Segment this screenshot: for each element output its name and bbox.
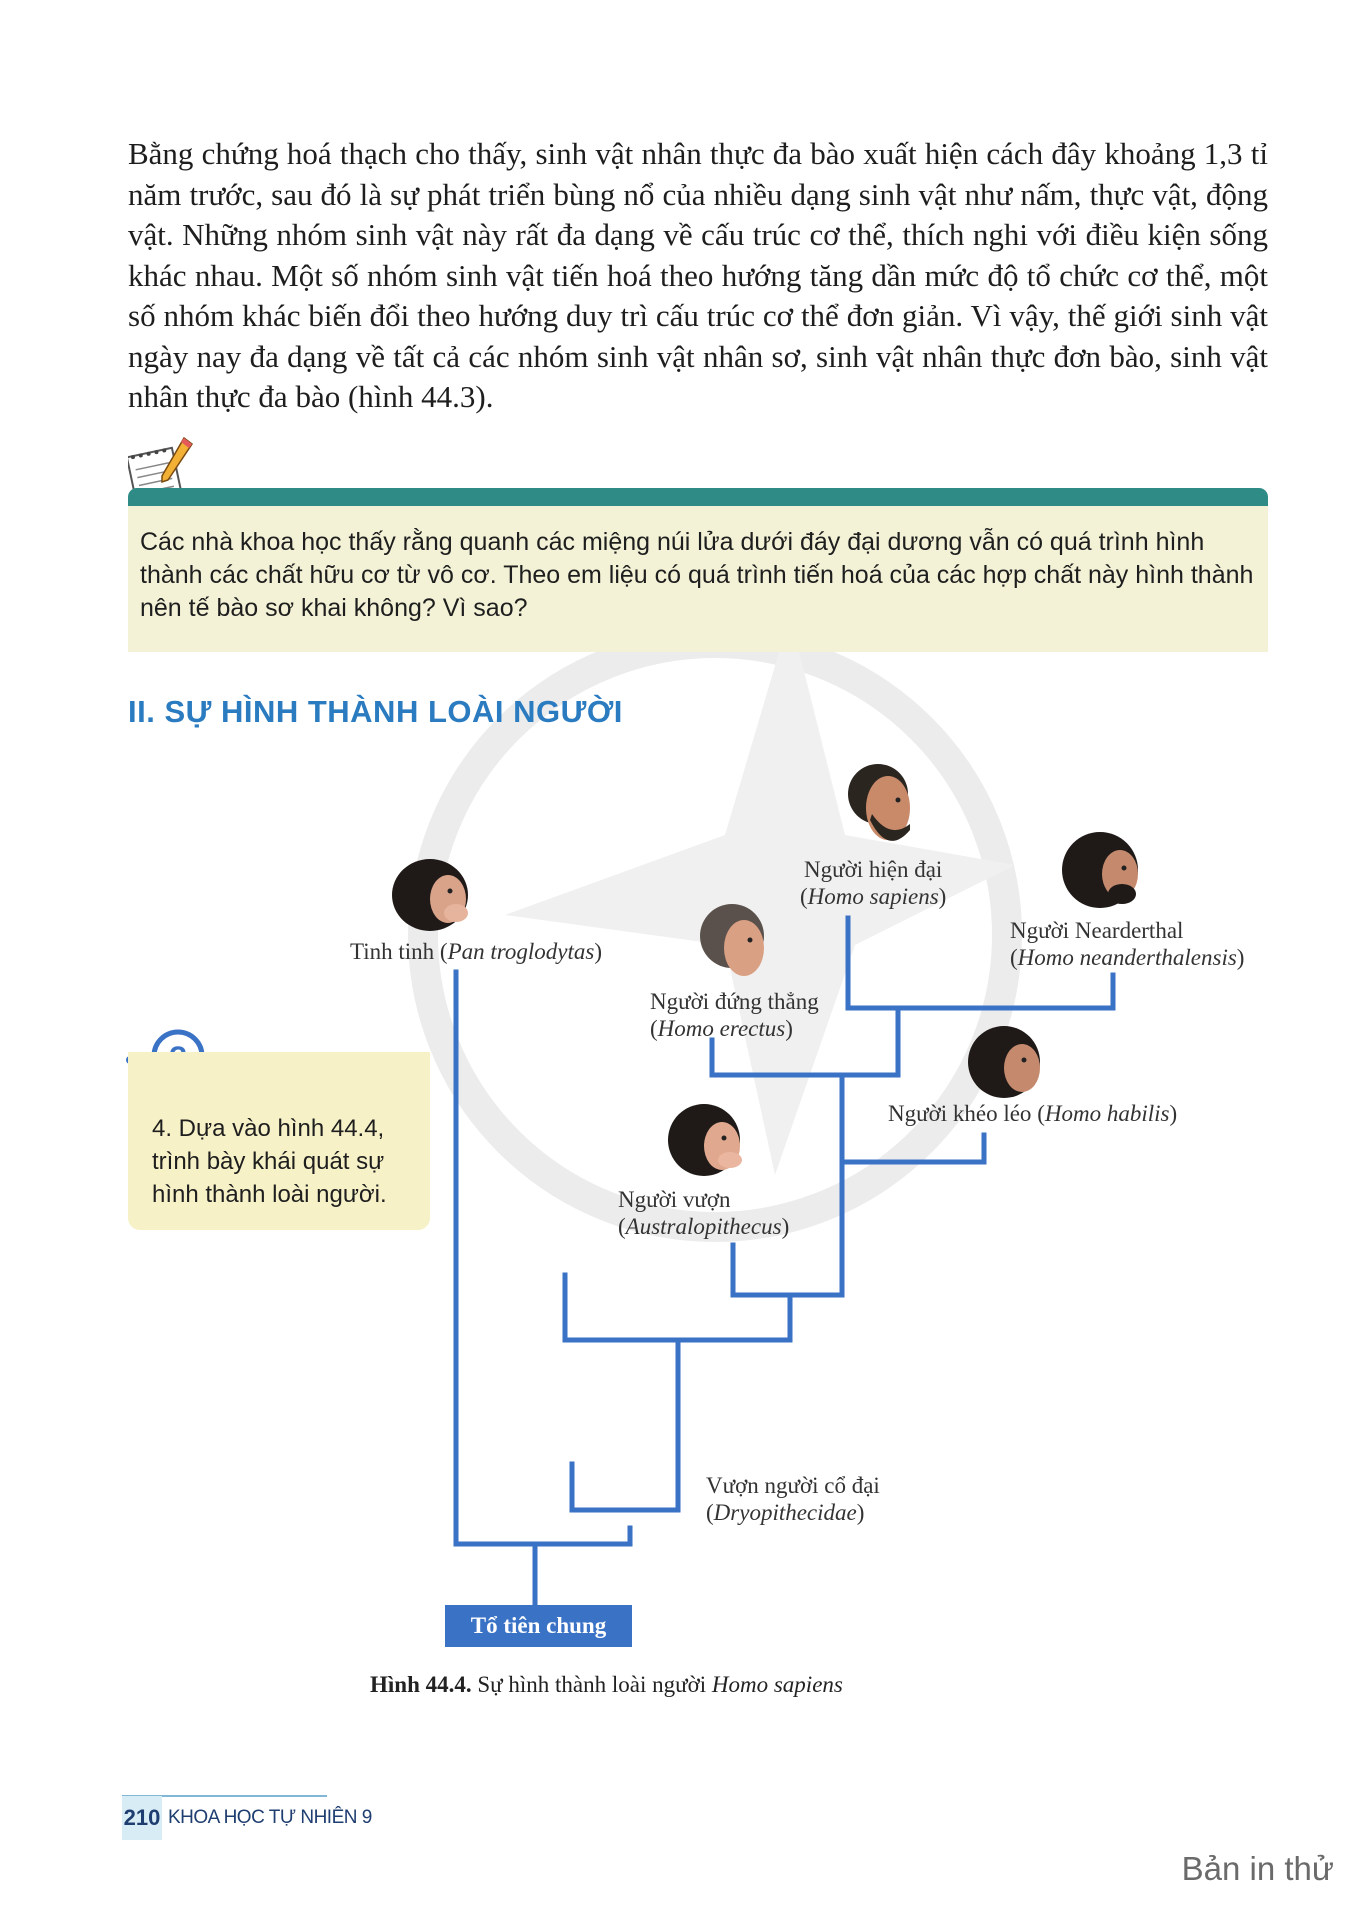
common-ancestor-label: Tổ tiên chung xyxy=(445,1605,632,1647)
habilis-label: Người khéo léo (Homo habilis) xyxy=(888,1101,1178,1126)
australopithecus-head-icon xyxy=(664,1100,752,1180)
chimp-head-icon xyxy=(390,855,480,933)
book-title: KHOA HỌC TỰ NHIÊN 9 xyxy=(168,1807,372,1828)
neanderthal-label: Người Nearderthal (Homo neanderthalensis) xyxy=(1010,918,1245,970)
section-title: II. SỰ HÌNH THÀNH LOÀI NGƯỜI xyxy=(128,694,623,729)
branch-dryo-split xyxy=(572,1340,678,1510)
branch-chimp-split xyxy=(456,972,630,1544)
sapiens-head-icon xyxy=(840,760,922,852)
page-number: 210 xyxy=(122,1796,162,1840)
note-text: Các nhà khoa học thấy rằng quanh các miệng núi lửa dưới đáy đại dương vẫn có quá trình hình thành các chất hữu cơ từ vô cơ. Theo em liệu có quá trình tiến hoá của các hợp chất này hình thành nên tế bào sơ khai không? Vì sao? xyxy=(128,506,1268,652)
chimp-label: Tinh tinh (Pan troglodytas) xyxy=(350,939,602,964)
intro-paragraph: Bằng chứng hoá thạch cho thấy, sinh vật nhân thực đa bào xuất hiện cách đây khoảng 1,3 tỉ năm trước, sau đó là sự phát triển bùng nổ của nhiều dạng sinh vật như nấm, thực vật, động vật. Những nhóm sinh vật này rất đa dạng về cấu trúc cơ thể, thích nghi với điều kiện sống khác nhau. Một số nhóm sinh vật tiến hoá theo hướng tăng dần mức độ tổ chức cơ thể, một số nhóm khác biến đổi theo hướng duy trì cấu trúc cơ thể đơn giản. Vì vậy, thế giới sinh vật ngày nay đa dạng về tất cả các nhóm sinh vật nhân sơ, sinh vật nhân thực đơn bào, sinh vật nhân thực đa bào (hình 44.3). xyxy=(128,136,1268,414)
branch-early-split xyxy=(565,1275,790,1340)
figure-caption: Hình 44.4. Sự hình thành loài người Homo sapiens xyxy=(370,1672,843,1697)
erectus-head-icon xyxy=(694,900,774,982)
australopithecus-label: Người vượn (Australopithecus) xyxy=(618,1187,790,1239)
erectus-label: Người đứng thẳng (Homo erectus) xyxy=(650,989,819,1041)
proof-label: Bản in thử xyxy=(1181,1850,1334,1887)
habilis-head-icon xyxy=(964,1022,1050,1102)
sapiens-label: Người hiện đại (Homo sapiens) xyxy=(800,857,947,909)
question-box: 4. Dựa vào hình 44.4, trình bày khái quát sự hình thành loài người. xyxy=(128,1052,430,1230)
neanderthal-head-icon xyxy=(1058,830,1150,912)
dryopithecidae-label: Vượn người cổ đại (Dryopithecidae) xyxy=(706,1473,880,1525)
branch-habilis xyxy=(842,1135,984,1162)
